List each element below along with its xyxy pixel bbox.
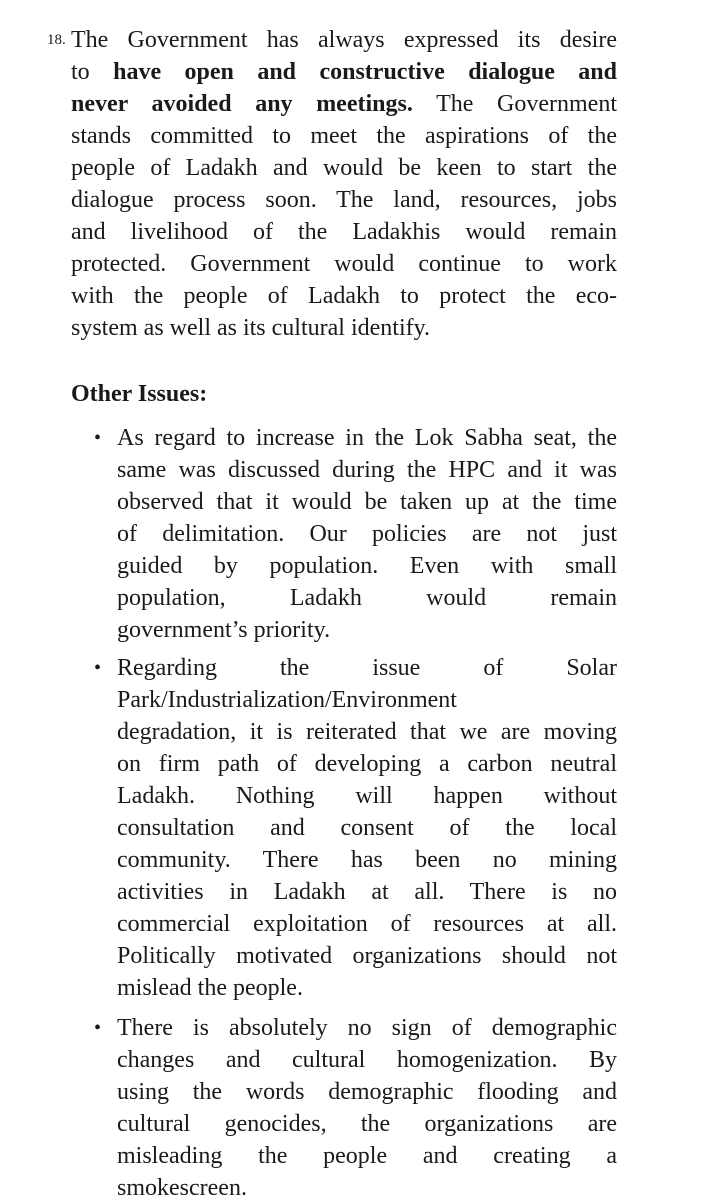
text-line <box>71 280 617 312</box>
text-line: using the words demographic flooding and <box>117 1079 617 1105</box>
text-line: As regard to increase in the Lok Sabha seat, the <box>117 425 617 451</box>
text-line: same was discussed during the HPC and it was <box>117 457 617 483</box>
text-line: Ladakh. Nothing will happen without <box>117 783 617 809</box>
bullet-item-solar-park <box>94 652 617 1004</box>
bold-text: never avoided any meetings. <box>71 91 413 117</box>
bullet-icon: • <box>94 427 102 449</box>
text-line: Regarding the issue of Solar <box>117 655 617 681</box>
text-line <box>71 152 617 184</box>
bullet-item-demographic <box>94 1012 617 1204</box>
text-run: protected. Government would continue to work <box>71 251 617 277</box>
text-line: guided by population. Even with small <box>117 553 617 579</box>
text-line <box>71 24 617 56</box>
bullet-text <box>117 1012 617 1204</box>
text-run: system as well as its cultural identify. <box>71 315 431 341</box>
section-heading-other-issues: Other Issues: <box>71 381 208 407</box>
text-line: activities in Ladakh at all. There is no <box>117 879 617 905</box>
text-run: stands committed to meet the aspirations of the <box>71 123 617 149</box>
text-line: changes and cultural homogenization. By <box>117 1047 617 1073</box>
text-line: Park/Industrialization/Environment <box>117 687 457 713</box>
text-line <box>71 88 617 120</box>
text-run: and livelihood of the Ladakhis would remain <box>71 219 617 245</box>
text-run: The Government <box>412 91 617 117</box>
paragraph-18 <box>47 24 618 344</box>
bullet-item-lok-sabha <box>94 422 617 646</box>
bullet-text <box>117 422 617 646</box>
text-line: degradation, it is reiterated that we are moving <box>117 719 617 745</box>
text-line: of delimitation. Our policies are not just <box>117 521 617 547</box>
text-line <box>71 120 617 152</box>
text-run: The Government has always expressed its desire <box>71 27 617 53</box>
bold-text: have open and constructive dialogue and <box>113 59 618 85</box>
text-line: mislead the people. <box>117 975 303 1001</box>
text-line: Politically motivated organizations should not <box>117 943 617 969</box>
text-line: observed that it would be taken up at the time <box>117 489 617 515</box>
text-run: to <box>71 59 114 85</box>
text-line: There is absolutely no sign of demographic <box>117 1015 617 1041</box>
paragraph-number: 18. <box>47 32 66 48</box>
text-run: people of Ladakh and would be keen to start the <box>71 155 617 181</box>
text-line <box>71 248 617 280</box>
text-line <box>71 56 617 88</box>
text-run: dialogue process soon. The land, resources, jobs <box>71 187 617 213</box>
paragraph-18-body <box>71 24 617 344</box>
text-line <box>71 312 617 344</box>
text-line: commercial exploitation of resources at all. <box>117 911 617 937</box>
text-run: with the people of Ladakh to protect the eco- <box>71 283 617 309</box>
text-line: on firm path of developing a carbon neutral <box>117 751 617 777</box>
text-line: cultural genocides, the organizations are <box>117 1111 617 1137</box>
bullet-icon: • <box>94 1017 102 1039</box>
text-line <box>71 184 617 216</box>
text-line: population, Ladakh would remain <box>117 585 617 611</box>
text-line: community. There has been no mining <box>117 847 617 873</box>
text-line: consultation and consent of the local <box>117 815 617 841</box>
text-line: government’s priority. <box>117 617 331 643</box>
text-line: smokescreen. <box>117 1175 247 1201</box>
text-line <box>71 216 617 248</box>
bullet-text <box>117 652 617 1004</box>
bullet-icon: • <box>94 657 102 679</box>
text-line: misleading the people and creating a <box>117 1143 617 1169</box>
